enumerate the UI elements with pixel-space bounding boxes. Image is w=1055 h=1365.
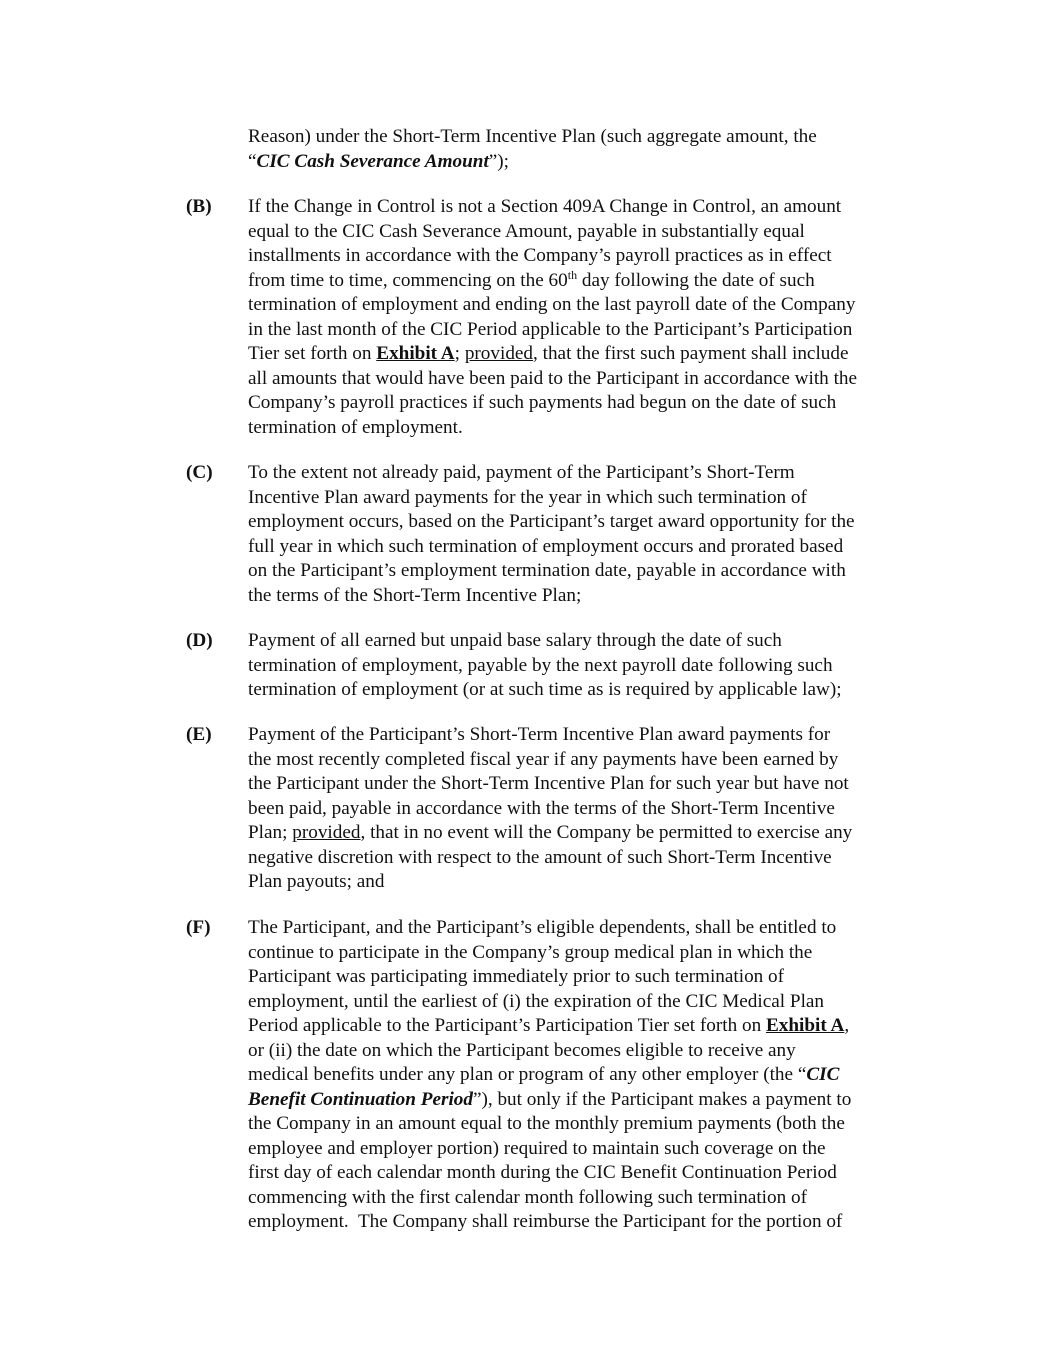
clause-c-line: To the extent not already paid, payment of the Participant’s Short-Term bbox=[248, 462, 795, 483]
text-run: Plan; bbox=[248, 822, 293, 843]
intro-line-2 bbox=[248, 150, 928, 175]
clause-f-line: The Participant, and the Participant’s eligible dependents, shall be entitled to bbox=[248, 917, 837, 938]
clause-c-line: employment occurs, based on the Participant’s target award opportunity for the bbox=[248, 511, 855, 532]
open-quote: “ bbox=[248, 150, 257, 172]
clause-e-line: the Participant under the Short-Term Incentive Plan for such year but have not bbox=[248, 773, 849, 794]
clause-f-line bbox=[248, 1063, 928, 1088]
clause-f-line: or (ii) the date on which the Participant becomes eligible to receive any bbox=[248, 1039, 796, 1061]
clause-f-line: employment. The Company shall reimburse the Participant for the portion of bbox=[248, 1211, 843, 1232]
exhibit-a-reference: Exhibit A bbox=[376, 343, 455, 364]
clause-b-line: Company’s payroll practices if such payments had begun on the date of such bbox=[248, 392, 837, 413]
clause-d-text bbox=[248, 629, 928, 703]
clause-d-line: termination of employment (or at such time as is required by applicable law); bbox=[248, 679, 842, 700]
clause-f-line: the Company in an amount equal to the monthly premium payments (both the bbox=[248, 1113, 845, 1134]
clause-f-line: continue to participate in the Company’s group medical plan in which the bbox=[248, 941, 813, 963]
text-run: , bbox=[844, 1015, 850, 1036]
clause-c-line: on the Participant’s employment termination date, payable in accordance with bbox=[248, 560, 846, 581]
clause-b-line: in the last month of the CIC Period applicable to the Participant’s Participation bbox=[248, 318, 853, 340]
provided-term: provided bbox=[292, 822, 361, 843]
ordinal-suffix: th bbox=[567, 267, 578, 282]
clause-f-line: employment, until the earliest of (i) the expiration of the CIC Medical Plan bbox=[248, 990, 825, 1012]
clause-b-line: all amounts that would have been paid to the Participant in accordance with the bbox=[248, 367, 858, 389]
clause-f-line: employee and employer portion) required to maintain such coverage on the bbox=[248, 1137, 826, 1159]
clause-e-text bbox=[248, 723, 928, 895]
text-run: medical benefits under any plan or program of any other employer (the “ bbox=[248, 1064, 807, 1085]
clause-f-line bbox=[248, 1088, 928, 1113]
clause-e-line bbox=[248, 821, 928, 846]
clause-b-line: If the Change in Control is not a Section 409A Change in Control, an amount bbox=[248, 196, 842, 217]
intro-paragraph bbox=[248, 125, 928, 174]
intro-line-1: Reason) under the Short-Term Incentive Plan (such aggregate amount, the bbox=[248, 126, 817, 147]
defined-term-cic: CIC bbox=[806, 1064, 840, 1085]
text-run: ”), but only if the Participant makes a payment to bbox=[472, 1088, 852, 1110]
clause-f-line: Participant was participating immediately prior to such termination of bbox=[248, 966, 785, 987]
text-run: , that the first such payment shall include bbox=[533, 343, 849, 364]
provided-term: provided bbox=[464, 343, 534, 364]
clause-e-line: been paid, payable in accordance with the terms of the Short-Term Incentive bbox=[248, 797, 835, 819]
close-quote: ”); bbox=[488, 150, 510, 172]
clause-d-line: termination of employment, payable by the next payroll date following such bbox=[248, 654, 833, 676]
text-run: ; bbox=[454, 343, 465, 364]
text-run: Period applicable to the Participant’s Participation Tier set forth on bbox=[248, 1015, 766, 1036]
clause-f-line: first day of each calendar month during the CIC Benefit Continuation Period bbox=[248, 1162, 837, 1183]
clause-c-line: Incentive Plan award payments for the year in which such termination of bbox=[248, 486, 807, 508]
clause-b-line: equal to the CIC Cash Severance Amount, payable in substantially equal bbox=[248, 220, 805, 242]
clause-b-line: termination of employment. bbox=[248, 416, 463, 438]
text-run: from time to time, commencing on the 60 bbox=[248, 269, 568, 291]
clause-e-line: Plan payouts; and bbox=[248, 871, 385, 892]
clause-d-line: Payment of all earned but unpaid base salary through the date of such bbox=[248, 630, 782, 651]
clause-e-line: negative discretion with respect to the amount of such Short-Term Incentive bbox=[248, 846, 832, 868]
clause-b-line bbox=[248, 269, 928, 294]
clause-e-label: (E) bbox=[186, 724, 212, 745]
clause-b-line: termination of employment and ending on the last payroll date of the Company bbox=[248, 294, 856, 315]
clause-f-line bbox=[248, 1014, 928, 1039]
clause-b-label: (B) bbox=[186, 196, 212, 217]
clause-f-text bbox=[248, 916, 928, 1235]
clause-b-line: installments in accordance with the Company’s payroll practices as in effect bbox=[248, 245, 832, 266]
clause-f-label: (F) bbox=[186, 917, 211, 938]
clause-c-line: the terms of the Short-Term Incentive Plan; bbox=[248, 584, 582, 606]
exhibit-a-reference: Exhibit A bbox=[765, 1015, 845, 1036]
defined-term-benefit-continuation-period: Benefit Continuation Period bbox=[248, 1088, 473, 1110]
clause-b-line bbox=[248, 342, 928, 367]
clause-b-text bbox=[248, 195, 928, 440]
clause-c-line: full year in which such termination of employment occurs and prorated based bbox=[248, 535, 844, 557]
clause-d-label: (D) bbox=[186, 630, 213, 651]
text-run: day following the date of such bbox=[577, 269, 815, 291]
clause-f-line: commencing with the first calendar month following such termination of bbox=[248, 1186, 807, 1208]
defined-term-cic-cash-severance-amount: CIC Cash Severance Amount bbox=[256, 150, 489, 172]
clause-e-line: the most recently completed fiscal year if any payments have been earned by bbox=[248, 748, 839, 770]
clause-c-text bbox=[248, 461, 928, 608]
text-run: Tier set forth on bbox=[248, 343, 377, 364]
text-run: , that in no event will the Company be permitted to exercise any bbox=[360, 822, 853, 843]
clause-c-label: (C) bbox=[186, 462, 213, 483]
clause-e-line: Payment of the Participant’s Short-Term Incentive Plan award payments for bbox=[248, 724, 831, 745]
